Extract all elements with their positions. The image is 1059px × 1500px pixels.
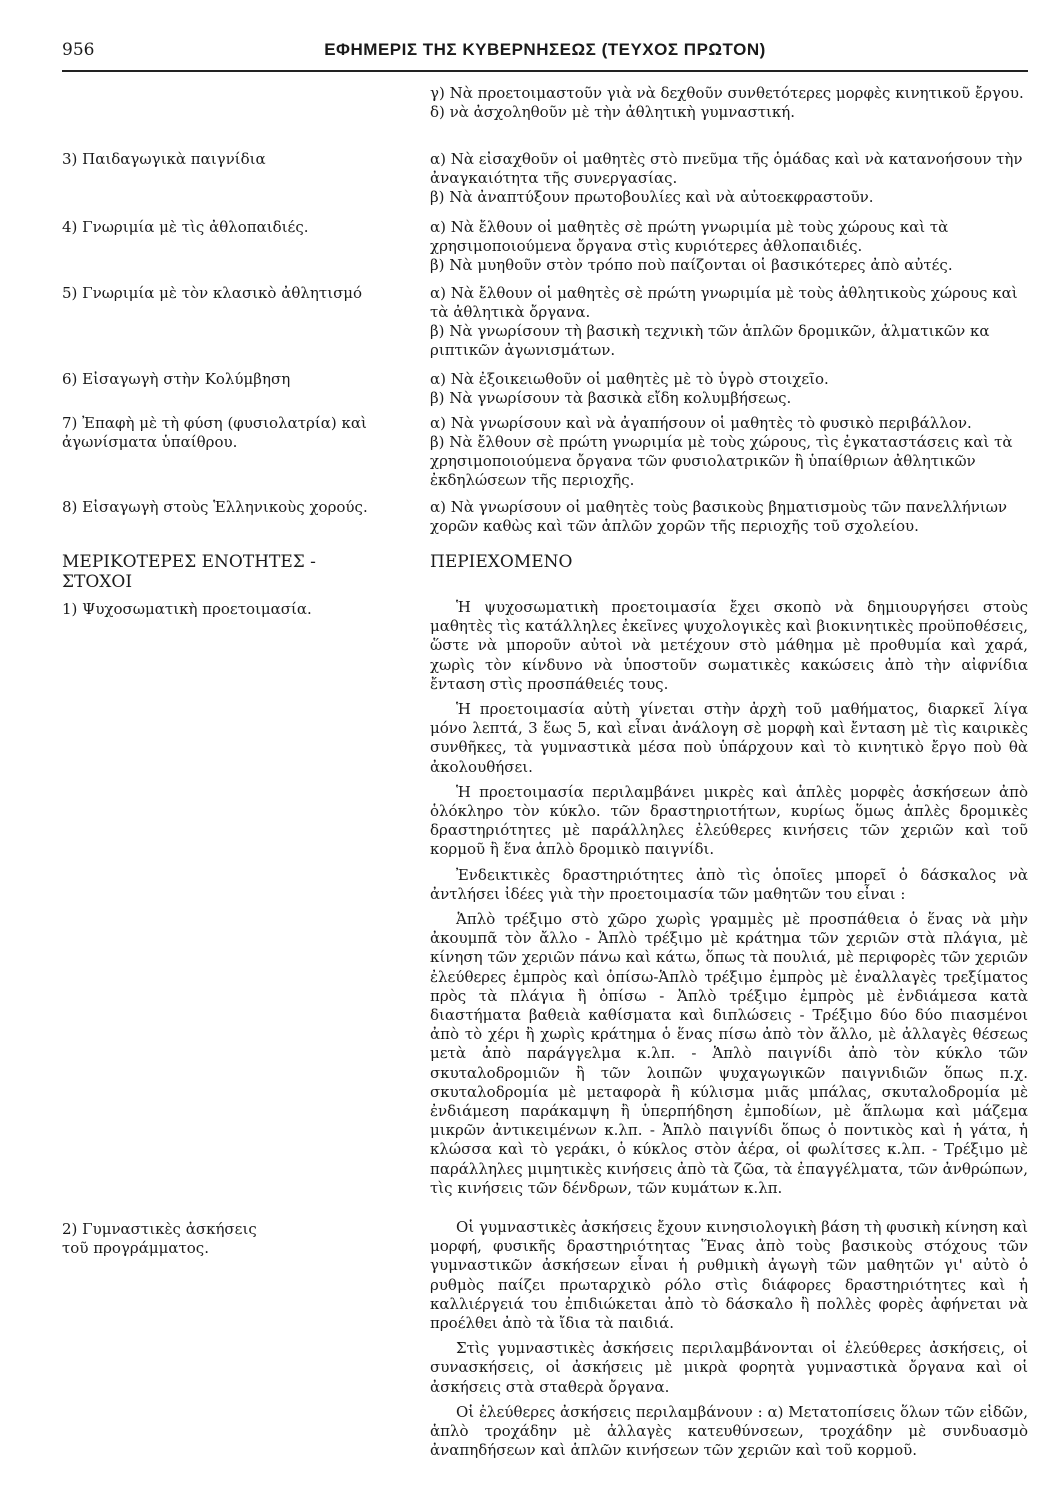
paragraph: Στὶς γυμναστικὲς ἀσκήσεις περιλαμβάνονται οἱ ἐλεύθερες ἀσκήσεις, οἱ συνασκήσεις, οἱ ἀσκήσεις μὲ μικρὰ φορητὰ γυμναστικὰ ὄργανα καὶ οἱ ἀσκήσεις στὰ σταθερὰ ὄργανα. [430,1339,1028,1396]
unit-goals [430,150,1028,207]
paragraph: Ἡ ψυχοσωματικὴ προετοιμασία ἔχει σκοπὸ νὰ δημιουργήσει στοὺς μαθητὲς τὶς κατάλληλες ἐκεῖνες ψυχολογικὲς καὶ βιοκινητικὲς προϋποθέσεις, ὥστε νὰ μποροῦν αὐτοὶ νὰ μετέχουν στὸ μάθημα μὲ προθυμία καὶ χαρά, χωρὶς τὸν κίνδυνο νὰ ὑποστοῦν σωματικὲς κακώσεις ἀπὸ τὴν αἰφνίδια ἔνταση στὶς προσπάθειές τους. [430,598,1028,693]
goal-text: β) Νὰ ἔλθουν σὲ πρώτη γνωριμία μὲ τοὺς χώρους, τὶς ἐγκαταστάσεις καὶ τὰ χρησιμοποιούμενα ὄργανα τῶν φυσιολατρικῶν ἢ ὑπαίθριων ἀθλητικῶν ἐκδηλώσεων τῆς περιοχῆς. [430,433,1013,489]
unit-goals [430,218,1028,275]
paragraph: Οἱ ἐλεύθερες ἀσκήσεις περιλαμβάνουν : α) Μετατοπίσεις ὅλων τῶν εἰδῶν, ἁπλὸ τροχάδην μὲ ἀλλαγὲς κατευθύνσεων, τροχάδην μὲ συνδυασμὸ ἀναπηδήσεων καὶ ἁπλῶν κινήσεων τῶν χεριῶν καὶ τοῦ κορμοῦ. [430,1402,1028,1460]
goal-text: α) Νὰ γνωρίσουν οἱ μαθητὲς τοὺς βασικοὺς βηματισμοὺς τῶν πανελλήνιων χορῶν καθὼς καὶ τῶν ἁπλῶν χορῶν τῆς περιοχῆς τοῦ σχολείου. [430,498,1008,535]
unit-goals [430,498,1028,536]
continuation-goals [430,84,1028,122]
paragraph: Οἱ γυμναστικὲς ἀσκήσεις ἔχουν κινησιολογικὴ βάση τὴ φυσικὴ κίνηση καὶ μορφή, φυσικῆς δραστηριότητας Ἕνας ἀπὸ τοὺς βασικοὺς στόχους τῶν γυμναστικῶν ἀσκήσεων εἶναι ἡ ρυθμικὴ ἀγωγὴ τῶν μαθητῶν γι' αὐτὸ ὁ ρυθμὸς παίζει πρωταρχικὸ ρόλο στὶς διάφορες δραστηριότητες καὶ ἡ καλλιέργειά του ἐπιδιώκεται ἀπὸ τὸ δάσκαλο ἢ πολλὲς φορὲς ἀφήνεται νὰ προέλθει ἀπὸ τὰ ἴδια τὰ παιδιά. [430,1218,1028,1333]
unit-title: 6) Εἰσαγωγὴ στὴν Κολύμβηση [62,370,291,388]
content-body [430,598,1028,1204]
goal-text: α) Νὰ εἰσαχθοῦν οἱ μαθητὲς στὸ πνεῦμα τῆς ὁμάδας καὶ νὰ κατανοήσουν τὴν ἀναγκαιότητα τῆς συνεργασίας. [430,150,1023,187]
goal-text: β) Νὰ μυηθοῦν στὸν τρόπο ποὺ παίζονται οἱ βασικότερες ἀπὸ αὐτές. [430,256,953,274]
journal-title: ΕΦΗΜΕΡΙΣ ΤΗΣ ΚΥΒΕΡΝΗΣΕΩΣ (ΤΕΥΧΟΣ ΠΡΩΤΟΝ) [324,40,766,59]
goal-text: α) Νὰ γνωρίσουν καὶ νὰ ἀγαπήσουν οἱ μαθητὲς τὸ φυσικὸ περιβάλλον. [430,414,972,432]
content-body [430,1218,1028,1466]
goal-text: γ) Νὰ προετοιμαστοῦν γιὰ νὰ δεχθοῦν συνθετότερες μορφὲς κινητικοῦ ἔργου. [430,84,1024,102]
content-title: 1) Ψυχοσωματικὴ προετοιμασία. [62,600,312,618]
goal-text: α) Νὰ ἔλθουν οἱ μαθητὲς σὲ πρώτη γνωριμία μὲ τοὺς ἀθλητικοὺς χώρους καὶ τὰ ἀθλητικὰ ὄργανα. [430,284,1018,321]
goal-text: α) Νὰ ἔλθουν οἱ μαθητὲς σὲ πρώτη γνωριμία μὲ τοὺς χώρους καὶ τὰ χρησιμοποιούμενα ὄργανα στὶς κυριότερες ἀθλοπαιδιές. [430,218,949,255]
goal-text: β) Νὰ γνωρίσουν τὴ βασικὴ τεχνικὴ τῶν ἁπλῶν δρομικῶν, ἁλματικῶν κα ριπτικῶν ἀγωνισμάτων. [430,322,990,359]
unit-goals [430,284,1028,360]
paragraph: Ἁπλὸ τρέξιμο στὸ χῶρο χωρὶς γραμμὲς μὲ προσπάθεια ὁ ἕνας νὰ μὴν ἀκουμπᾶ τὸν ἄλλο - Ἁπλὸ τρέξιμο μὲ κράτημα τῶν χεριῶν στὰ πλάγια, μὲ κίνηση τῶν χεριῶν πάνω καὶ κάτω, ὅπως τὰ πουλιά, μὲ περιφορὲς τῶν χεριῶν ἐλεύθερες ἐμπρὸς καὶ ὀπίσω-Ἁπλὸ τρέξιμο ἐμπρὸς μὲ ἐναλλαγὲς τρεξίματος πρὸς τὰ πλάγια ἢ ὀπίσω - Ἁπλὸ τρέξιμο ἐμπρὸς μὲ ἐνδιάμεσα κατὰ διαστήματα βαθειὰ καθίσματα καὶ διπλώσεις - Τρέξιμο δύο δύο πιασμένοι ἀπὸ τὸ χέρι ἢ χωρὶς κράτημα ὁ ἕνας πίσω ἀπὸ τὸν ἄλλο, μὲ ἀλλαγὲς θέσεως μετὰ ἀπὸ παράγγελμα κ.λπ. - Ἁπλὸ παιγνίδι ἀπὸ τὸν κύκλο τῶν σκυταλοδρομιῶν ἢ τῶν λοιπῶν ψυχαγωγικῶν παιγνιδιῶν ὅπως π.χ. σκυταλοδρομία μὲ μεταφορὰ ἢ κύλισμα μιᾶς μπάλας, σκυταλοδρομία μὲ ἐνδιάμεση παράκαμψη ἢ ὑπερπήδηση ἐμποδίων, μὲ ἅπλωμα καὶ μάζεμα μικρῶν ἀντικειμένων κ.λπ. - Ἁπλὸ παιγνίδι ὅπως ὁ ποντικὸς καὶ ἡ γάτα, ἡ κλώσσα καὶ τὸ γεράκι, ὁ κύκλος στὸν ἀέρα, οἱ φωλίτσες κ.λπ. - Τρέξιμο μὲ παράλληλες μιμητικὲς κινήσεις ἀπὸ τὰ ζῶα, τὰ ἐπαγγέλματα, τῶν ἀνθρώπων, τὶς κινήσεις τῶν δένδρων, τῶν κυμάτων κ.λπ. [430,910,1028,1197]
unit-title: 8) Εἰσαγωγὴ στοὺς Ἑλληνικοὺς χορούς. [62,498,368,516]
page-header [62,40,1028,68]
unit-goals [430,370,1028,408]
unit-title: 7) Ἐπαφὴ μὲ τὴ φύση (φυσιολατρία) καὶ ἀγωνίσματα ὑπαίθρου. [62,414,367,451]
left-section-heading: ΜΕΡΙΚΟΤΕΡΕΣ ΕΝΟΤΗΤΕΣ - ΣΤΟΧΟΙ [62,552,316,592]
unit-goals [430,414,1028,490]
page-number: 956 [62,40,95,60]
content-title: 2) Γυμναστικὲς ἀσκήσεις τοῦ προγράμματος. [62,1220,257,1257]
goal-text: β) Νὰ γνωρίσουν τὰ βασικὰ εἴδη κολυμβήσεως. [430,389,792,407]
right-section-heading: ΠΕΡΙΕΧΟΜΕΝΟ [430,552,573,572]
paragraph: Ἐνδεικτικὲς δραστηριότητες ἀπὸ τὶς ὁποῖες μπορεῖ ὁ δάσκαλος νὰ ἀντλήσει ἰδέες γιὰ τὴν προετοιμασία τῶν μαθητῶν του εἶναι : [430,865,1028,903]
goal-text: β) Νὰ ἀναπτύξουν πρωτοβουλίες καὶ νὰ αὐτοεκφραστοῦν. [430,188,874,206]
unit-title: 5) Γνωριμία μὲ τὸν κλασικὸ ἀθλητισμό [62,284,363,302]
goal-text: δ) νὰ ἀσχοληθοῦν μὲ τὴν ἀθλητικὴ γυμναστική. [430,103,796,121]
unit-title: 3) Παιδαγωγικὰ παιγνίδια [62,150,266,168]
goal-text: α) Νὰ ἐξοικειωθοῦν οἱ μαθητὲς μὲ τὸ ὑγρὸ στοιχεῖο. [430,370,829,388]
header-rule [62,70,1028,72]
unit-title: 4) Γνωριμία μὲ τὶς ἀθλοπαιδιές. [62,218,309,236]
paragraph: Ἡ προετοιμασία περιλαμβάνει μικρὲς καὶ ἁπλὲς μορφὲς ἀσκήσεων ἀπὸ ὁλόκληρο τὸν κύκλο. τῶν δραστηριοτήτων, κυρίως ὅμως ἁπλὲς δρομικὲς δραστηριότητες μὲ παράλληλες ἐλεύθερες κινήσεις τῶν χεριῶν καὶ τοῦ κορμοῦ ἢ ἕνα ἁπλὸ δρομικὸ παιγνίδι. [430,782,1028,859]
paragraph: Ἡ προετοιμασία αὐτὴ γίνεται στὴν ἀρχὴ τοῦ μαθήματος, διαρκεῖ λίγα μόνο λεπτά, 3 ἕως 5, καὶ εἶναι ἀνάλογη σὲ μορφὴ καὶ ἔνταση μὲ τὶς καιρικὲς συνθῆκες, τὰ γυμναστικὰ μέσα ποὺ ὑπάρχουν καὶ τὸ κινητικὸ ἔργο ποὺ θὰ ἀκολουθήσει. [430,700,1028,776]
